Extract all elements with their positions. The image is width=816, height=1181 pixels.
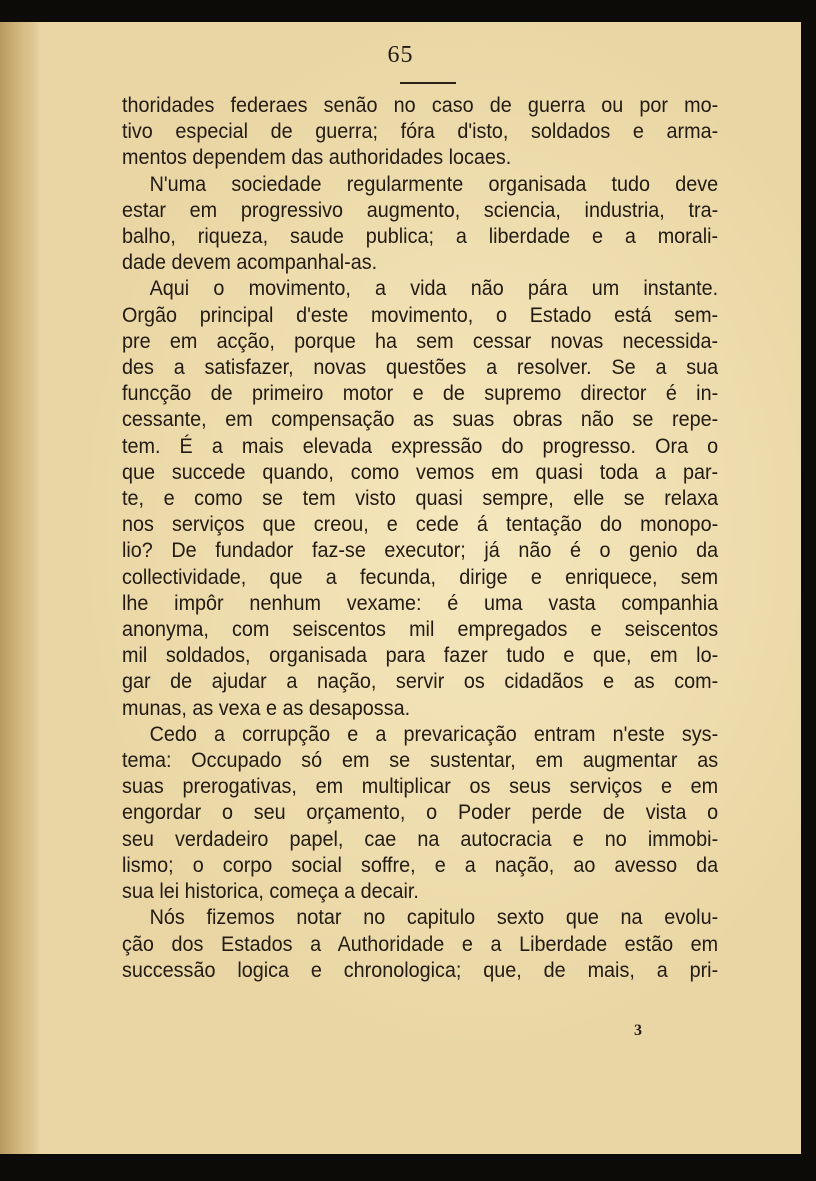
text-line: Nós fizemos notar no capitulo sexto que na evolu- <box>149 905 719 930</box>
text-line: nos serviços que creou, e cede á tentação do monopo- <box>122 512 719 537</box>
text-line: sua lei historica, começa a decair. <box>122 879 419 904</box>
text-line: lhe impôr nenhum vexame: é uma vasta companhia <box>122 590 719 615</box>
text-line: engordar o seu orçamento, o Poder perde de vista o <box>122 800 719 825</box>
page-number: 65 <box>387 42 414 68</box>
text-line: suas prerogativas, em multiplicar os seus serviços e em <box>122 774 719 799</box>
text-line: des a satisfazer, novas questões a resolver. Se a sua <box>122 355 719 380</box>
text-line: N'uma sociedade regularmente organisada tudo deve <box>149 171 719 196</box>
text-line: successão logica e chronologica; que, de mais, a pri- <box>122 957 719 982</box>
text-line: collectividade, que a fecunda, dirige e enriquece, sem <box>122 564 719 589</box>
text-line: Orgão principal d'este movimento, o Estado está sem- <box>122 302 719 327</box>
text-line: ção dos Estados a Authoridade e a Liberdade estão em <box>122 931 719 956</box>
signature-mark: 3 <box>634 1022 642 1039</box>
book-page <box>0 22 801 1154</box>
text-line: estar em progressivo augmento, sciencia, industria, tra- <box>122 197 719 222</box>
text-line: Aqui o movimento, a vida não pára um instante. <box>149 276 719 301</box>
text-line: mentos dependem das authoridades locaes. <box>122 145 512 170</box>
body-text <box>122 92 718 983</box>
text-line: Cedo a corrupção e a prevaricação entram n'este sys- <box>149 721 719 746</box>
text-line: seu verdadeiro papel, cae na autocracia e no immobi- <box>122 826 719 851</box>
text-line: munas, as vexa e as desapossa. <box>122 695 411 720</box>
text-line: cessante, em compensação as suas obras não se repe- <box>122 407 719 432</box>
text-line: tema: Occupado só em se sustentar, em augmentar as <box>122 748 719 773</box>
text-line: pre em acção, porque ha sem cessar novas necessida- <box>122 328 719 353</box>
text-line: te, e como se tem visto quasi sempre, elle se relaxa <box>122 486 719 511</box>
text-line: tem. É a mais elevada expressão do progresso. Ora o <box>122 433 719 458</box>
header-rule <box>400 82 456 84</box>
text-line: que succede quando, como vemos em quasi toda a par- <box>122 459 719 484</box>
text-line: dade devem acompanhal-as. <box>122 250 378 275</box>
text-line: thoridades federaes senão no caso de guerra ou por mo- <box>122 93 719 117</box>
text-line: balho, riqueza, saude publica; a liberdade e a morali- <box>122 224 719 249</box>
text-line: funcção de primeiro motor e de supremo director é in- <box>122 381 719 406</box>
text-line: lismo; o corpo social soffre, e a nação, ao avesso da <box>122 852 719 877</box>
text-line: gar de ajudar a nação, servir os cidadãos e as com- <box>122 669 719 694</box>
text-line: tivo especial de guerra; fóra d'isto, soldados e arma- <box>122 119 719 144</box>
page-gutter <box>0 22 40 1154</box>
text-line: anonyma, com seiscentos mil empregados e seiscentos <box>122 617 719 642</box>
text-line: lio? De fundador faz-se executor; já não é o genio da <box>122 538 719 563</box>
text-line: mil soldados, organisada para fazer tudo e que, em lo- <box>122 643 719 668</box>
